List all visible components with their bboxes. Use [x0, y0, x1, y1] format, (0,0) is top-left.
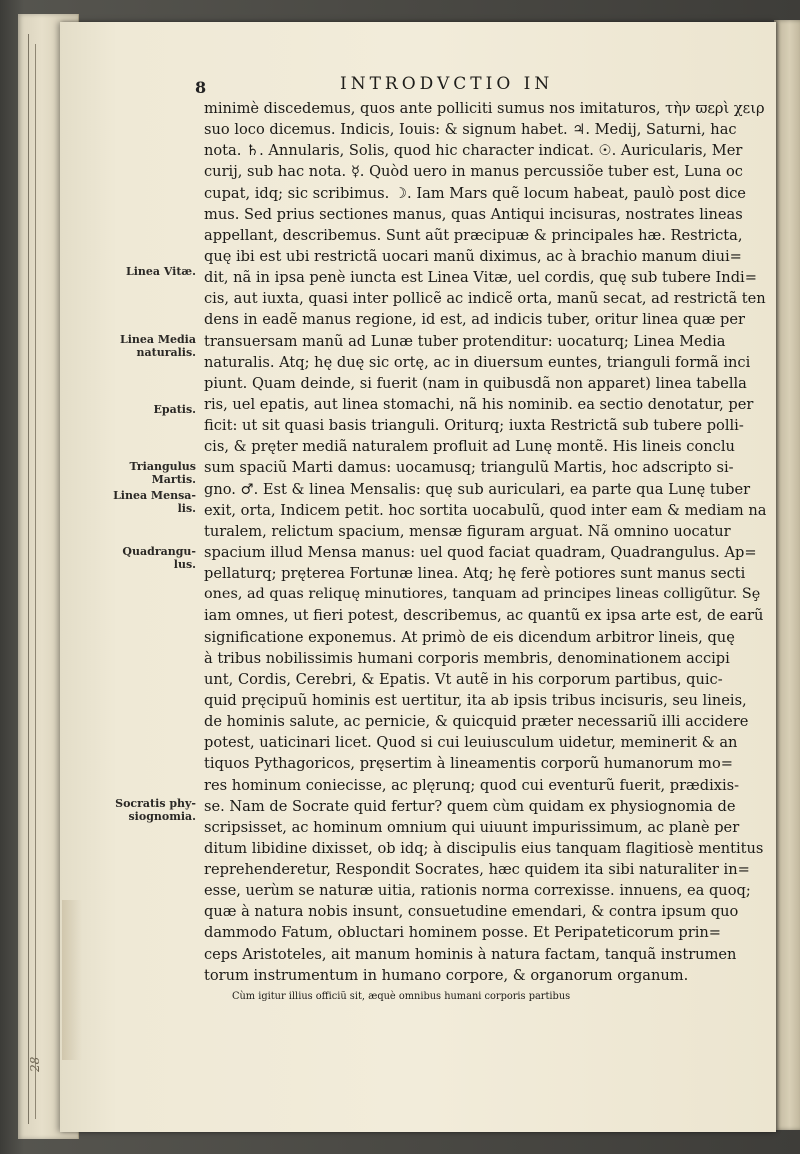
- running-head: INTRODVCTIO IN: [340, 74, 554, 94]
- text-line: ones, ad quas reliquę minutiores, tanquam ad principes lineas colligũtur. Sȩ: [204, 586, 761, 603]
- text-line: naturalis. Atq; hę duę sic ortę, ac in diuersum euntes, trianguli formã inci: [204, 353, 751, 371]
- text-line: turalem, relictum spacium, mensæ figuram arguat. Nã omnino uocatur: [204, 522, 731, 540]
- margin-note-linea-mensalis: Linea Mensa- lis.: [113, 489, 196, 515]
- text-line: cupat, idq; sic scribimus. ☽. Iam Mars quẽ locum habeat, paulò post dice: [204, 184, 746, 202]
- body-text: [204, 98, 766, 1007]
- paper-stain: [62, 900, 82, 1060]
- text-line: ceps Aristoteles, ait manum hominis à natura factam, tanquã instrumen: [204, 945, 737, 963]
- text-line: ficit: ut sit quasi basis trianguli. Oriturq; iuxta Restrictã sub tubere polli-: [204, 417, 744, 435]
- text-line: quæ à natura nobis insunt, consuetudine emendari, & contra ipsum quo: [204, 903, 739, 921]
- text-line: quid pręcipuũ hominis est uertitur, ita ab ipsis tribus incisuris, seu lineis,: [204, 691, 747, 709]
- text-line: sum spaciũ Marti damus: uocamusq; triangulũ Martis, hoc adscripto si-: [204, 459, 734, 477]
- text-line: cis, aut iuxta, quasi inter pollicẽ ac indicẽ orta, manũ secat, ad restrictã ten: [204, 290, 766, 308]
- edge-rule: [35, 44, 36, 1119]
- margin-note-linea-vitae: Linea Vitæ.: [125, 265, 196, 278]
- margin-note-linea-media: Linea Media naturalis.: [119, 333, 196, 359]
- margin-note-epatis: Epatis.: [153, 403, 196, 416]
- text-line: torum instrumentum in humano corpore, & organorum organum.: [204, 966, 689, 984]
- text-line: res hominum coniecisse, ac plęrunq; quod cui eventurũ fuerit, prædixis-: [204, 776, 740, 794]
- margin-note-quadrangulus: Quadrangu- lus.: [122, 545, 196, 571]
- text-line: appellant, describemus. Sunt aũt præcipuæ & principales hæ. Restricta,: [204, 226, 743, 244]
- margin-note-triangulus: Triangulus Martis.: [129, 460, 196, 486]
- text-line: iam omnes, ut fieri potest, describemus, ac quantũ ex ipsa arte est, de earũ: [204, 607, 764, 625]
- text-line: exit, orta, Indicem petit. hoc sortita uocabulũ, quod inter eam & mediam na: [204, 501, 766, 519]
- text-line: cis, & pręter mediã naturalem profluit ad Lunę montẽ. His lineis conclu: [204, 438, 735, 456]
- text-line: significatione exponemus. At primò de eis dicendum arbitror lineis, quę: [204, 628, 735, 646]
- text-line: minimè discedemus, quos ante polliciti sumus nos imitaturos, τὴν ϖερὶ χειρ: [204, 100, 765, 117]
- text-line: scripsisset, ac hominum omnium qui uiuunt impurissimum, ac planè per: [204, 818, 740, 836]
- text-line: gno. ♂. Est & linea Mensalis: quę sub auriculari, ea parte qua Lunę tuber: [204, 480, 751, 498]
- text-line: Cùm igitur illius officiũ sit, æquè omnibus humani corporis partibus: [232, 990, 571, 1002]
- page-folio: 8: [195, 78, 207, 97]
- text-line: reprehenderetur, Respondit Socrates, hæc quidem ita sibi naturaliter in=: [204, 861, 750, 879]
- text-line: de hominis salute, ac pernicie, & quicquid præter necessariũ illi accidere: [204, 713, 749, 731]
- text-line: ris, uel epatis, aut linea stomachi, nã his nominib. ea sectio denotatur, per: [204, 395, 754, 413]
- text-line: dens in eadẽ manus regione, id est, ad indicis tuber, oritur linea quæ per: [204, 311, 745, 329]
- text-line: spacium illud Mensa manus: uel quod faciat quadram, Quadrangulus. Ap=: [204, 543, 757, 561]
- text-line: esse, uerùm se naturæ uitia, rationis norma correxisse. innuens, ea quoq;: [204, 882, 751, 900]
- text-line: tiquos Pythagoricos, pręsertim à lineamentis corporũ humanorum mo=: [204, 755, 734, 773]
- margin-note-socrates: Socratis phy- siognomia.: [115, 797, 196, 823]
- text-line: potest, uaticinari licet. Quod si cui leuiusculum uidetur, meminerit & an: [204, 734, 738, 752]
- text-line: mus. Sed prius sectiones manus, quas Antiqui incisuras, nostrates lineas: [204, 205, 743, 223]
- text-line: dit, nã in ipsa penè iuncta est Linea Vitæ, uel cordis, quę sub tubere Indi=: [204, 269, 757, 287]
- text-line: transuersam manũ ad Lunæ tuber protenditur: uocaturq; Linea Media: [204, 332, 726, 350]
- text-line: curij, sub hac nota. ☿. Quòd uero in manus percussiõe tuber est, Luna oc: [204, 163, 743, 181]
- text-line: se. Nam de Socrate quid fertur? quem cùm quidam ex physiognomia de: [204, 797, 736, 815]
- pencil-annotation: 28: [28, 1056, 42, 1072]
- next-page-edge: [774, 20, 800, 1130]
- text-line: piunt. Quam deinde, si fuerit (nam in quibusdã non apparet) linea tabella: [204, 374, 747, 392]
- text-line: à tribus nobilissimis humani corporis membris, denominationem accipi: [204, 649, 730, 667]
- text-line: dammodo Fatum, obluctari hominem posse. Et Peripateticorum prin=: [204, 924, 722, 942]
- text-line: pellaturq; pręterea Fortunæ linea. Atq; hę ferè potiores sunt manus secti: [204, 565, 746, 583]
- text-line: ditum libidine dixisset, ob idq; à discipulis eius tanquam flagitiosè mentitus: [204, 839, 764, 857]
- text-line: unt, Cordis, Cerebri, & Epatis. Vt autẽ in his corporum partibus, quic-: [204, 670, 723, 688]
- edge-rule: [28, 34, 29, 1124]
- text-line: quę ibi est ubi restrictã uocari manũ diximus, ac à brachio manum diui=: [204, 247, 742, 265]
- text-line: nota. ♄. Annularis, Solis, quod hic character indicat. ☉. Auricularis, Mer: [204, 142, 743, 160]
- text-line: suo loco dicemus. Indicis, Iouis: & signum habet. ♃. Medij, Saturni, hac: [204, 121, 737, 139]
